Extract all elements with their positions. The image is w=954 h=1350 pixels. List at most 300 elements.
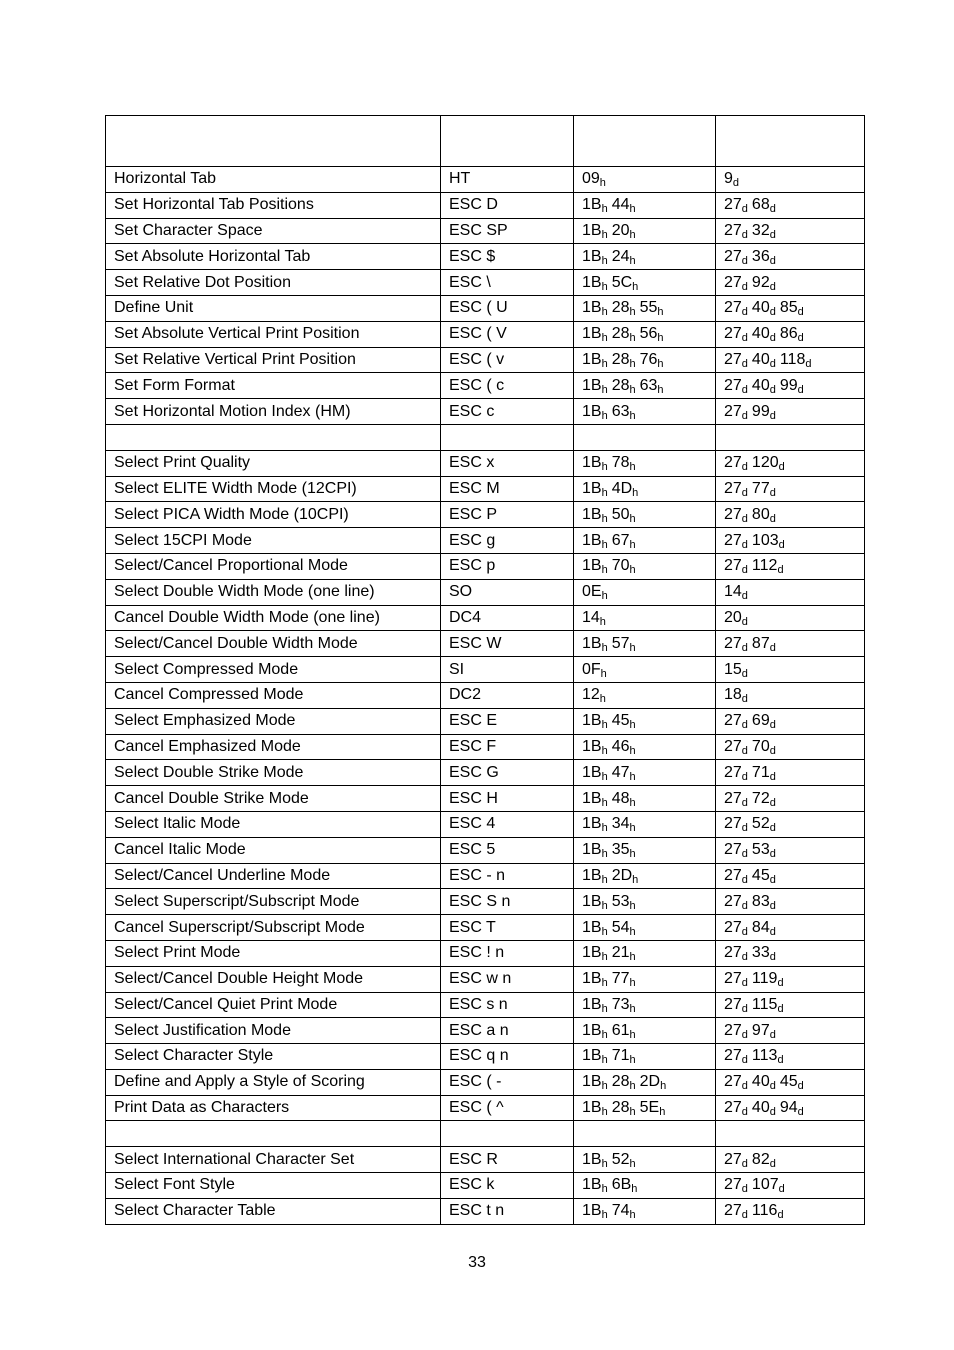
- hex-radix-suffix: h: [629, 925, 636, 938]
- dec-code-part: [752, 532, 785, 549]
- hex-digits: 50: [611, 505, 630, 523]
- dec-digits: 99: [751, 402, 770, 420]
- dec-radix-suffix: d: [769, 486, 776, 499]
- dec-digits: 45: [751, 866, 770, 884]
- hex-digits: 56: [639, 325, 658, 343]
- hex-code-part: [639, 299, 664, 319]
- dec-radix-suffix: d: [741, 1183, 748, 1196]
- dec-radix-suffix: d: [769, 383, 776, 396]
- dec-digits: 40: [751, 1099, 770, 1117]
- command-name-cell: Define Unit: [106, 295, 441, 321]
- command-code-cell: ESC s n: [441, 992, 574, 1018]
- hex-radix-suffix: h: [629, 564, 636, 577]
- hex-radix-suffix: h: [632, 486, 639, 499]
- dec-digits: 27: [724, 376, 742, 394]
- hex-radix-suffix: h: [629, 977, 636, 990]
- hex-radix-suffix: h: [601, 590, 608, 603]
- hex-value-cell: [574, 940, 716, 966]
- dec-digits: 82: [751, 1150, 770, 1168]
- dec-digits: 27: [724, 815, 742, 833]
- dec-digits: 27: [724, 479, 742, 497]
- hex-radix-suffix: h: [601, 461, 608, 474]
- dec-code-part: [724, 841, 748, 861]
- decimal-value-cell: [716, 373, 865, 399]
- hex-value-cell: [574, 889, 716, 915]
- hex-code-part: [611, 1176, 638, 1196]
- command-code-cell: ESC ( ^: [441, 1095, 574, 1121]
- command-code-cell: ESC c: [441, 399, 574, 425]
- hex-code-part: [582, 506, 608, 523]
- command-name-cell: Select Emphasized Mode: [106, 708, 441, 734]
- dec-radix-suffix: d: [797, 1080, 804, 1093]
- hex-code-part: [611, 970, 636, 990]
- hex-value-cell: [574, 295, 716, 321]
- dec-code-part: [724, 893, 748, 910]
- command-name-cell: Set Character Space: [106, 218, 441, 244]
- hex-radix-suffix: h: [657, 306, 664, 319]
- hex-digits: 55: [639, 299, 658, 317]
- hex-radix-suffix: h: [629, 538, 636, 551]
- command-code-cell: HT: [441, 167, 574, 193]
- command-name-cell: Cancel Compressed Mode: [106, 682, 441, 708]
- hex-digits: 67: [611, 531, 630, 549]
- hex-radix-suffix: h: [629, 641, 636, 654]
- dec-code-part: [724, 815, 748, 835]
- hex-value-cell: [574, 657, 716, 683]
- hex-digits: 44: [611, 196, 630, 214]
- dec-radix-suffix: d: [769, 744, 776, 757]
- hex-radix-suffix: h: [601, 848, 608, 861]
- dec-digits: 15: [724, 660, 742, 678]
- table-row: [106, 889, 865, 915]
- dec-radix-suffix: d: [741, 228, 748, 241]
- dec-digits: 18: [724, 686, 742, 704]
- hex-digits: 1B: [582, 196, 602, 214]
- decimal-value-cell: [716, 889, 865, 915]
- dec-radix-suffix: d: [741, 615, 748, 628]
- command-code-cell: ESC $: [441, 244, 574, 270]
- dec-code-part: [724, 532, 748, 549]
- hex-code-part: [611, 815, 636, 835]
- dec-radix-suffix: d: [769, 1157, 776, 1170]
- dec-radix-suffix: d: [741, 951, 748, 964]
- command-name-cell: Select/Cancel Underline Mode: [106, 863, 441, 889]
- dec-digits: 27: [724, 325, 742, 343]
- dec-code-part: [724, 506, 748, 523]
- hex-code-part: [582, 738, 608, 755]
- hex-code-part: [582, 944, 608, 964]
- dec-radix-suffix: d: [741, 977, 748, 990]
- hex-digits: 1B: [582, 712, 602, 730]
- command-code-cell: ESC k: [441, 1173, 574, 1199]
- dec-digits: 112: [751, 557, 778, 575]
- dec-radix-suffix: d: [769, 899, 776, 912]
- hex-radix-suffix: h: [601, 1054, 608, 1067]
- table-row: [106, 321, 865, 347]
- hex-digits: 48: [611, 789, 630, 807]
- command-name-cell: Cancel Double Strike Mode: [106, 786, 441, 812]
- hex-digits: 1B: [582, 1099, 602, 1117]
- command-name-cell: Select Double Width Mode (one line): [106, 579, 441, 605]
- decimal-value-cell: [716, 657, 865, 683]
- dec-digits: 27: [724, 196, 742, 214]
- dec-code-part: [724, 325, 748, 345]
- dec-radix-suffix: d: [741, 693, 748, 706]
- decimal-value-cell: [716, 811, 865, 837]
- hex-digits: 1B: [582, 557, 602, 575]
- hex-radix-suffix: h: [601, 951, 608, 964]
- dec-code-part: [751, 1073, 776, 1093]
- dec-digits: 27: [724, 273, 742, 291]
- dec-digits: 33: [751, 944, 770, 962]
- hex-digits: 45: [611, 712, 630, 730]
- hex-digits: 63: [639, 376, 658, 394]
- command-code-cell: ESC R: [441, 1147, 574, 1173]
- dec-digits: 32: [751, 221, 770, 239]
- dec-code-part: [751, 1202, 784, 1222]
- dec-digits: 40: [751, 350, 770, 368]
- dec-digits: 14: [724, 583, 742, 601]
- table-row: [106, 708, 865, 734]
- dec-code-part: [752, 1022, 776, 1039]
- table-row: [106, 218, 865, 244]
- hex-digits: 2D: [639, 1073, 661, 1091]
- dec-code-part: [752, 996, 784, 1013]
- command-name-cell: Select/Cancel Quiet Print Mode: [106, 992, 441, 1018]
- dec-digits: 27: [724, 634, 742, 652]
- hex-value-cell: [574, 631, 716, 657]
- hex-digits: 1B: [582, 892, 602, 910]
- hex-digits: 53: [611, 892, 630, 910]
- dec-code-part: [752, 222, 776, 239]
- command-name-cell: Cancel Emphasized Mode: [106, 734, 441, 760]
- table-row: [106, 167, 865, 193]
- dec-digits: 36: [751, 247, 770, 265]
- command-code-cell: ESC M: [441, 476, 574, 502]
- hex-value-cell: [574, 1198, 716, 1224]
- dec-radix-suffix: d: [797, 1106, 804, 1119]
- dec-radix-suffix: d: [741, 486, 748, 499]
- dec-radix-suffix: d: [769, 951, 776, 964]
- hex-radix-suffix: h: [601, 203, 608, 216]
- table-row: [106, 476, 865, 502]
- hex-radix-suffix: h: [629, 1209, 636, 1222]
- dec-digits: 27: [724, 1047, 742, 1065]
- hex-code-part: [611, 841, 636, 861]
- hex-digits: 78: [611, 454, 630, 472]
- dec-code-part: [752, 506, 776, 523]
- hex-value-cell: [574, 734, 716, 760]
- hex-value-cell: [574, 476, 716, 502]
- dec-code-part: [751, 325, 776, 345]
- hex-code-part: [582, 557, 608, 577]
- command-name-cell: Cancel Italic Mode: [106, 837, 441, 863]
- table-row: [106, 1069, 865, 1095]
- dec-code-part: [752, 635, 776, 652]
- page-number: 33: [468, 1254, 486, 1271]
- dec-radix-suffix: d: [741, 1106, 748, 1119]
- hex-radix-suffix: h: [629, 1106, 636, 1119]
- hex-code-part: [612, 893, 636, 910]
- hex-value-cell: [574, 167, 716, 193]
- dec-digits: 72: [751, 789, 770, 807]
- dec-radix-suffix: d: [769, 641, 776, 654]
- dec-code-part: [724, 583, 748, 603]
- hex-radix-suffix: h: [629, 822, 636, 835]
- decimal-value-cell: [716, 192, 865, 218]
- dec-code-part: [724, 1202, 748, 1222]
- hex-radix-suffix: h: [601, 228, 608, 241]
- hex-value-cell: [574, 1018, 716, 1044]
- hex-radix-suffix: h: [601, 1183, 608, 1196]
- dec-radix-suffix: d: [769, 796, 776, 809]
- hex-value-cell: [574, 399, 716, 425]
- dec-digits: 27: [724, 402, 742, 420]
- dec-digits: 71: [751, 763, 770, 781]
- table-row: [106, 760, 865, 786]
- hex-radix-suffix: h: [629, 461, 636, 474]
- hex-radix-suffix: h: [601, 280, 608, 293]
- hex-radix-suffix: h: [601, 977, 608, 990]
- dec-code-part: [724, 248, 748, 265]
- dec-code-part: [752, 919, 776, 936]
- hex-digits: 4D: [611, 479, 633, 497]
- dec-code-part: [724, 1176, 748, 1196]
- hex-digits: 5E: [639, 1099, 660, 1117]
- command-name-cell: Select Double Strike Mode: [106, 760, 441, 786]
- table-row: [106, 811, 865, 837]
- command-name-cell: Set Relative Dot Position: [106, 270, 441, 296]
- decimal-value-cell: [716, 966, 865, 992]
- hex-code-part: [640, 351, 664, 368]
- dec-digits: 27: [724, 1099, 742, 1117]
- hex-digits: 1B: [582, 1021, 602, 1039]
- table-row: [106, 863, 865, 889]
- dec-code-part: [780, 377, 804, 394]
- dec-digits: 77: [751, 479, 770, 497]
- table-row: [106, 1018, 865, 1044]
- table-row: [106, 192, 865, 218]
- decimal-value-cell: [716, 708, 865, 734]
- command-code-cell: ESC p: [441, 553, 574, 579]
- dec-digits: 87: [751, 634, 770, 652]
- dec-code-part: [752, 1151, 776, 1168]
- dec-radix-suffix: d: [741, 280, 748, 293]
- hex-digits: 28: [611, 350, 630, 368]
- hex-digits: 1B: [582, 299, 602, 317]
- hex-digits: 74: [611, 1202, 630, 1220]
- command-name-cell: Select 15CPI Mode: [106, 528, 441, 554]
- hex-value-cell: [574, 760, 716, 786]
- command-name-cell: Select International Character Set: [106, 1147, 441, 1173]
- dec-code-part: [724, 867, 748, 884]
- dec-digits: 113: [751, 1047, 778, 1065]
- command-code-cell: SI: [441, 657, 574, 683]
- dec-radix-suffix: d: [769, 1106, 776, 1119]
- command-code-cell: ESC H: [441, 786, 574, 812]
- dec-radix-suffix: d: [769, 1080, 776, 1093]
- dec-code-part: [724, 944, 748, 964]
- hex-radix-suffix: h: [601, 1157, 608, 1170]
- hex-code-part: [611, 1202, 636, 1222]
- table-row: [106, 399, 865, 425]
- dec-digits: 27: [724, 737, 742, 755]
- dec-code-part: [724, 377, 748, 394]
- dec-code-part: [724, 661, 748, 678]
- hex-digits: 1B: [582, 221, 602, 239]
- hex-digits: 1B: [582, 1150, 602, 1168]
- dec-radix-suffix: d: [769, 719, 776, 732]
- dec-code-part: [751, 841, 776, 861]
- hex-code-part: [582, 635, 608, 652]
- dec-digits: 27: [724, 1073, 742, 1091]
- hex-code-part: [612, 222, 636, 239]
- dec-radix-suffix: d: [769, 512, 776, 525]
- dec-code-part: [724, 274, 748, 291]
- dec-radix-suffix: d: [741, 744, 748, 757]
- dec-code-part: [779, 325, 804, 345]
- empty-cell: [441, 116, 574, 167]
- hex-code-part: [612, 532, 636, 549]
- hex-digits: 1B: [582, 454, 602, 472]
- hex-code-part: [612, 480, 639, 497]
- hex-digits: 1B: [582, 634, 602, 652]
- hex-code-part: [612, 274, 639, 291]
- hex-value-cell: [574, 605, 716, 631]
- dec-radix-suffix: d: [741, 409, 748, 422]
- hex-radix-suffix: h: [601, 899, 608, 912]
- dec-code-part: [724, 196, 748, 216]
- decimal-value-cell: [716, 553, 865, 579]
- hex-radix-suffix: h: [629, 228, 636, 241]
- decimal-value-cell: [716, 450, 865, 476]
- hex-value-cell: [574, 373, 716, 399]
- hex-code-part: [611, 1047, 636, 1067]
- hex-radix-suffix: h: [601, 1080, 608, 1093]
- command-name-cell: Horizontal Tab: [106, 167, 441, 193]
- hex-digits: 1B: [582, 350, 602, 368]
- dec-radix-suffix: d: [741, 641, 748, 654]
- hex-code-part: [582, 454, 608, 474]
- command-name-cell: Select Superscript/Subscript Mode: [106, 889, 441, 915]
- dec-digits: 27: [724, 531, 742, 549]
- hex-value-cell: [574, 218, 716, 244]
- hex-code-part: [611, 196, 636, 216]
- hex-radix-suffix: h: [657, 332, 664, 345]
- hex-code-part: [639, 1073, 667, 1093]
- hex-radix-suffix: h: [629, 848, 636, 861]
- hex-code-part: [582, 867, 608, 884]
- dec-radix-suffix: d: [741, 512, 748, 525]
- table-row: [106, 528, 865, 554]
- hex-digits: 1B: [582, 505, 602, 523]
- dec-digits: 86: [779, 325, 798, 343]
- hex-digits: 1B: [582, 1073, 602, 1091]
- dec-radix-suffix: d: [741, 925, 748, 938]
- dec-code-part: [724, 635, 748, 652]
- hex-digits: 1B: [582, 247, 602, 265]
- hex-radix-suffix: h: [601, 770, 608, 783]
- hex-value-cell: [574, 708, 716, 734]
- hex-code-part: [612, 635, 636, 652]
- command-name-cell: Set Horizontal Motion Index (HM): [106, 399, 441, 425]
- dec-code-part: [751, 454, 785, 474]
- hex-radix-suffix: h: [659, 1106, 666, 1119]
- hex-code-part: [582, 764, 608, 781]
- hex-digits: 46: [611, 737, 630, 755]
- decimal-value-cell: [716, 321, 865, 347]
- hex-digits: 09: [582, 170, 600, 188]
- hex-digits: 1B: [582, 841, 602, 859]
- dec-code-part: [779, 299, 804, 319]
- dec-code-part: [751, 970, 784, 990]
- dec-digits: 27: [724, 712, 742, 730]
- table-row: [106, 1198, 865, 1224]
- hex-digits: 5C: [611, 273, 633, 291]
- dec-digits: 80: [751, 505, 770, 523]
- table-row: [106, 605, 865, 631]
- hex-code-part: [582, 299, 608, 319]
- dec-digits: 27: [724, 866, 742, 884]
- hex-value-cell: [574, 682, 716, 708]
- hex-radix-suffix: h: [601, 357, 608, 370]
- command-code-cell: ESC T: [441, 915, 574, 941]
- hex-digits: 1B: [582, 944, 602, 962]
- empty-cell: [106, 116, 441, 167]
- hex-code-part: [582, 196, 608, 216]
- table-row: [106, 1173, 865, 1199]
- command-name-cell: Select/Cancel Proportional Mode: [106, 553, 441, 579]
- dec-code-part: [724, 454, 748, 474]
- dec-radix-suffix: d: [741, 538, 748, 551]
- hex-radix-suffix: h: [657, 357, 664, 370]
- dec-code-part: [752, 480, 776, 497]
- hex-code-part: [582, 790, 608, 807]
- hex-code-part: [639, 325, 664, 345]
- hex-code-part: [612, 764, 636, 781]
- dec-code-part: [724, 480, 748, 497]
- command-name-cell: Select Compressed Mode: [106, 657, 441, 683]
- hex-code-part: [582, 1099, 608, 1119]
- hex-digits: 1B: [582, 1202, 602, 1220]
- hex-code-part: [612, 738, 636, 755]
- hex-radix-suffix: h: [629, 1080, 636, 1093]
- dec-radix-suffix: d: [732, 177, 740, 190]
- dec-digits: 27: [724, 841, 742, 859]
- hex-radix-suffix: h: [601, 641, 608, 654]
- dec-radix-suffix: d: [777, 1002, 784, 1015]
- dec-radix-suffix: d: [777, 1209, 784, 1222]
- command-table-body: [106, 116, 865, 1225]
- dec-digits: 40: [751, 325, 770, 343]
- dec-digits: 68: [751, 196, 770, 214]
- decimal-value-cell: [716, 837, 865, 863]
- hex-code-part: [611, 1073, 636, 1093]
- command-code-cell: ESC t n: [441, 1198, 574, 1224]
- dec-radix-suffix: d: [741, 383, 748, 396]
- empty-cell: [716, 116, 865, 167]
- command-name-cell: Select/Cancel Double Width Mode: [106, 631, 441, 657]
- command-name-cell: Select ELITE Width Mode (12CPI): [106, 476, 441, 502]
- hex-digits: 52: [611, 1150, 630, 1168]
- command-name-cell: Cancel Double Width Mode (one line): [106, 605, 441, 631]
- hex-value-cell: [574, 863, 716, 889]
- dec-radix-suffix: d: [741, 306, 748, 319]
- dec-code-part: [752, 274, 776, 291]
- command-name-cell: Cancel Superscript/Subscript Mode: [106, 915, 441, 941]
- command-name-cell: Define and Apply a Style of Scoring: [106, 1069, 441, 1095]
- hex-digits: 1B: [582, 325, 602, 343]
